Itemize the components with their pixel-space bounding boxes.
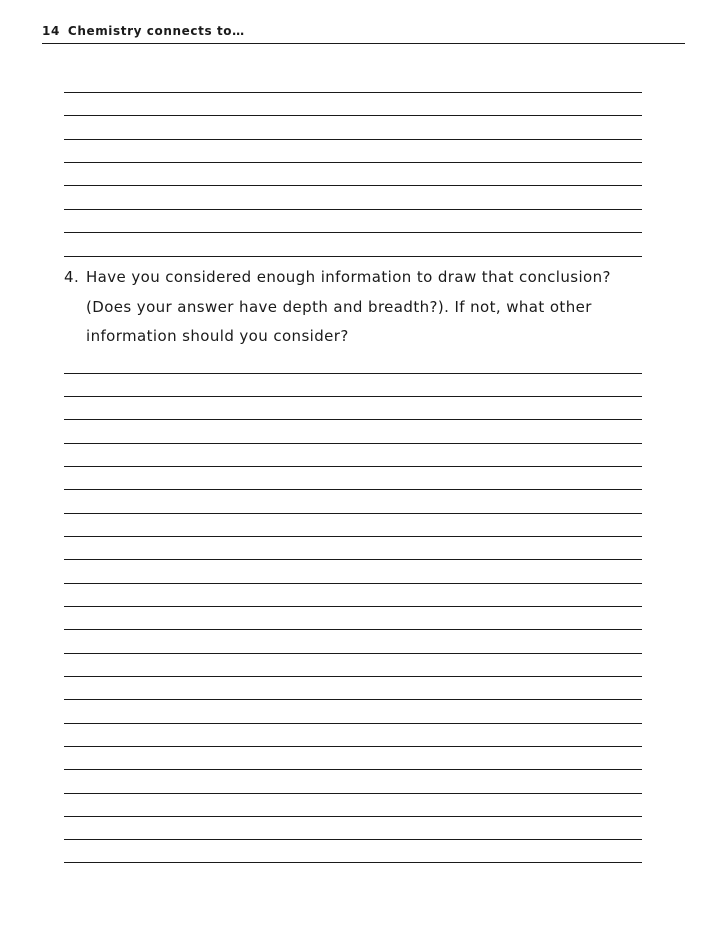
writing-line xyxy=(64,115,642,116)
writing-line xyxy=(64,443,642,444)
header-title: Chemistry connects to… xyxy=(67,24,245,38)
writing-line xyxy=(64,699,642,700)
writing-line xyxy=(64,839,642,840)
writing-line xyxy=(64,536,642,537)
writing-line xyxy=(64,373,642,374)
page-number: 14 xyxy=(42,24,60,38)
writing-line xyxy=(64,162,642,163)
writing-line xyxy=(64,489,642,490)
writing-line xyxy=(64,256,642,257)
header-text xyxy=(42,24,245,38)
writing-line xyxy=(64,676,642,677)
writing-line xyxy=(64,92,642,93)
writing-line xyxy=(64,769,642,770)
writing-line xyxy=(64,466,642,467)
writing-line xyxy=(64,396,642,397)
question-text-line-2: (Does your answer have depth and breadth?). If not, what other xyxy=(86,298,592,316)
writing-line xyxy=(64,559,642,560)
writing-line xyxy=(64,606,642,607)
writing-line xyxy=(64,746,642,747)
question-text-line-1: Have you considered enough information to draw that conclusion? xyxy=(86,268,611,286)
writing-line xyxy=(64,653,642,654)
writing-line xyxy=(64,419,642,420)
writing-line xyxy=(64,723,642,724)
writing-line xyxy=(64,513,642,514)
writing-line xyxy=(64,232,642,233)
writing-line xyxy=(64,583,642,584)
question-text-line-3: information should you consider? xyxy=(86,327,349,345)
writing-line xyxy=(64,139,642,140)
writing-line xyxy=(64,793,642,794)
writing-line xyxy=(64,862,642,863)
writing-line xyxy=(64,185,642,186)
page-header xyxy=(42,26,685,44)
writing-line xyxy=(64,816,642,817)
question-number: 4. xyxy=(64,268,80,286)
writing-line xyxy=(64,209,642,210)
writing-line xyxy=(64,629,642,630)
